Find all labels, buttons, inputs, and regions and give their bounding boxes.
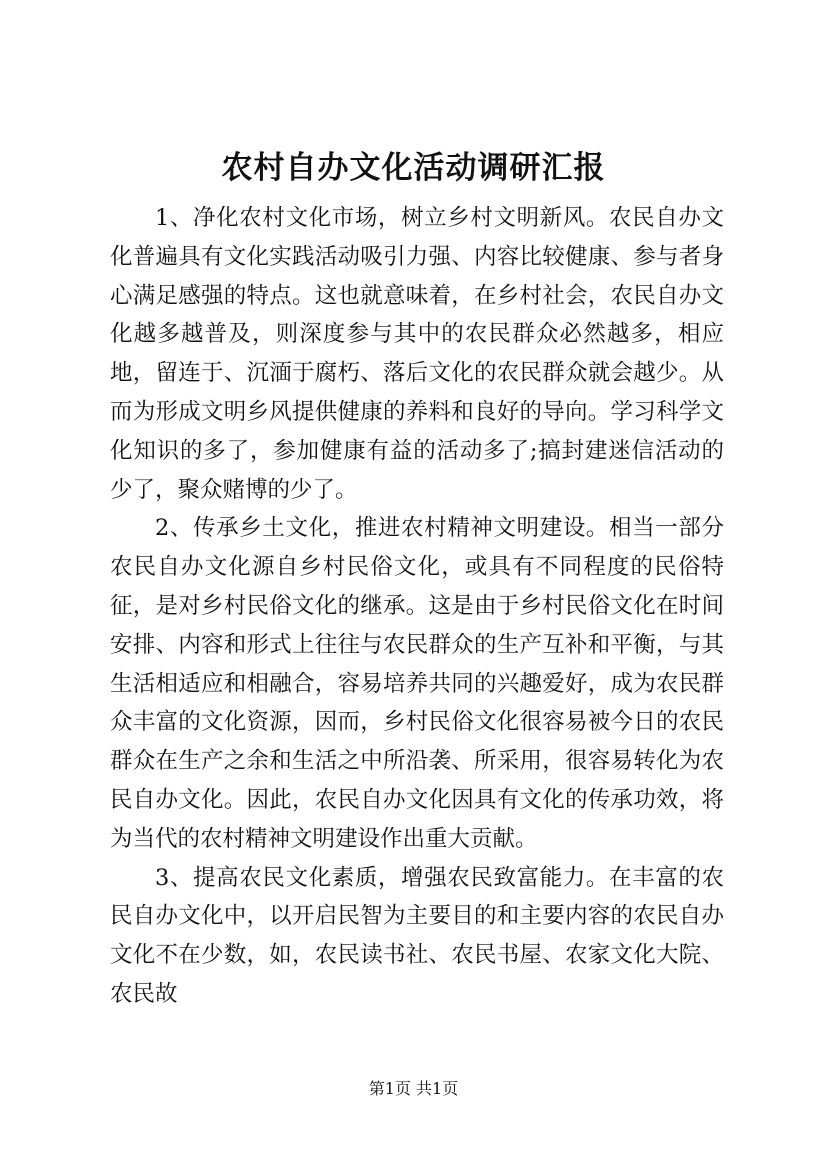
- page-footer: 第1页 共1页: [368, 1079, 459, 1098]
- paragraph-2: 2、传承乡土文化，推进农村精神文明建设。相当一部分农民自办文化源自乡村民俗文化，或具有不同程度的民俗特征，是对乡村民俗文化的继承。这是由于乡村民俗文化在时间安排、内容和形式上往往与农民群众的生产互补和平衡，与其生活相适应和相融合，容易培养共同的兴趣爱好，成为农民群众丰富的文化资源，因而，乡村民俗文化很容易被今日的农民群众在生产之余和生活之中所沿袭、所采用，很容易转化为农民自办文化。因此，农民自办文化因具有文化的传承功效，将为当代的农村精神文明建设作出重大贡献。: [110, 515, 724, 852]
- paragraph-3: 3、提高农民文化素质，增强农民致富能力。在丰富的农民自办文化中，以开启民智为主要目的和主要内容的农民自办文化不在少数，如，农民读书社、农民书屋、农家文化大院、农民故: [110, 864, 724, 1007]
- document-body: [110, 199, 724, 1014]
- paragraph-1: 1、净化农村文化市场，树立乡村文明新风。农民自办文化普遍具有文化实践活动吸引力强、内容比较健康、参与者身心满足感强的特点。这也就意味着，在乡村社会，农民自办文化越多越普及，则深度参与其中的农民群众必然越多，相应地，留连于、沉湎于腐朽、落后文化的农民群众就会越少。从而为形成文明乡风提供健康的养料和良好的导向。学习科学文化知识的多了，参加健康有益的活动多了;搞封建迷信活动的少了，聚众赌博的少了。: [110, 205, 724, 503]
- document-title: 农村自办文化活动调研汇报: [221, 150, 606, 186]
